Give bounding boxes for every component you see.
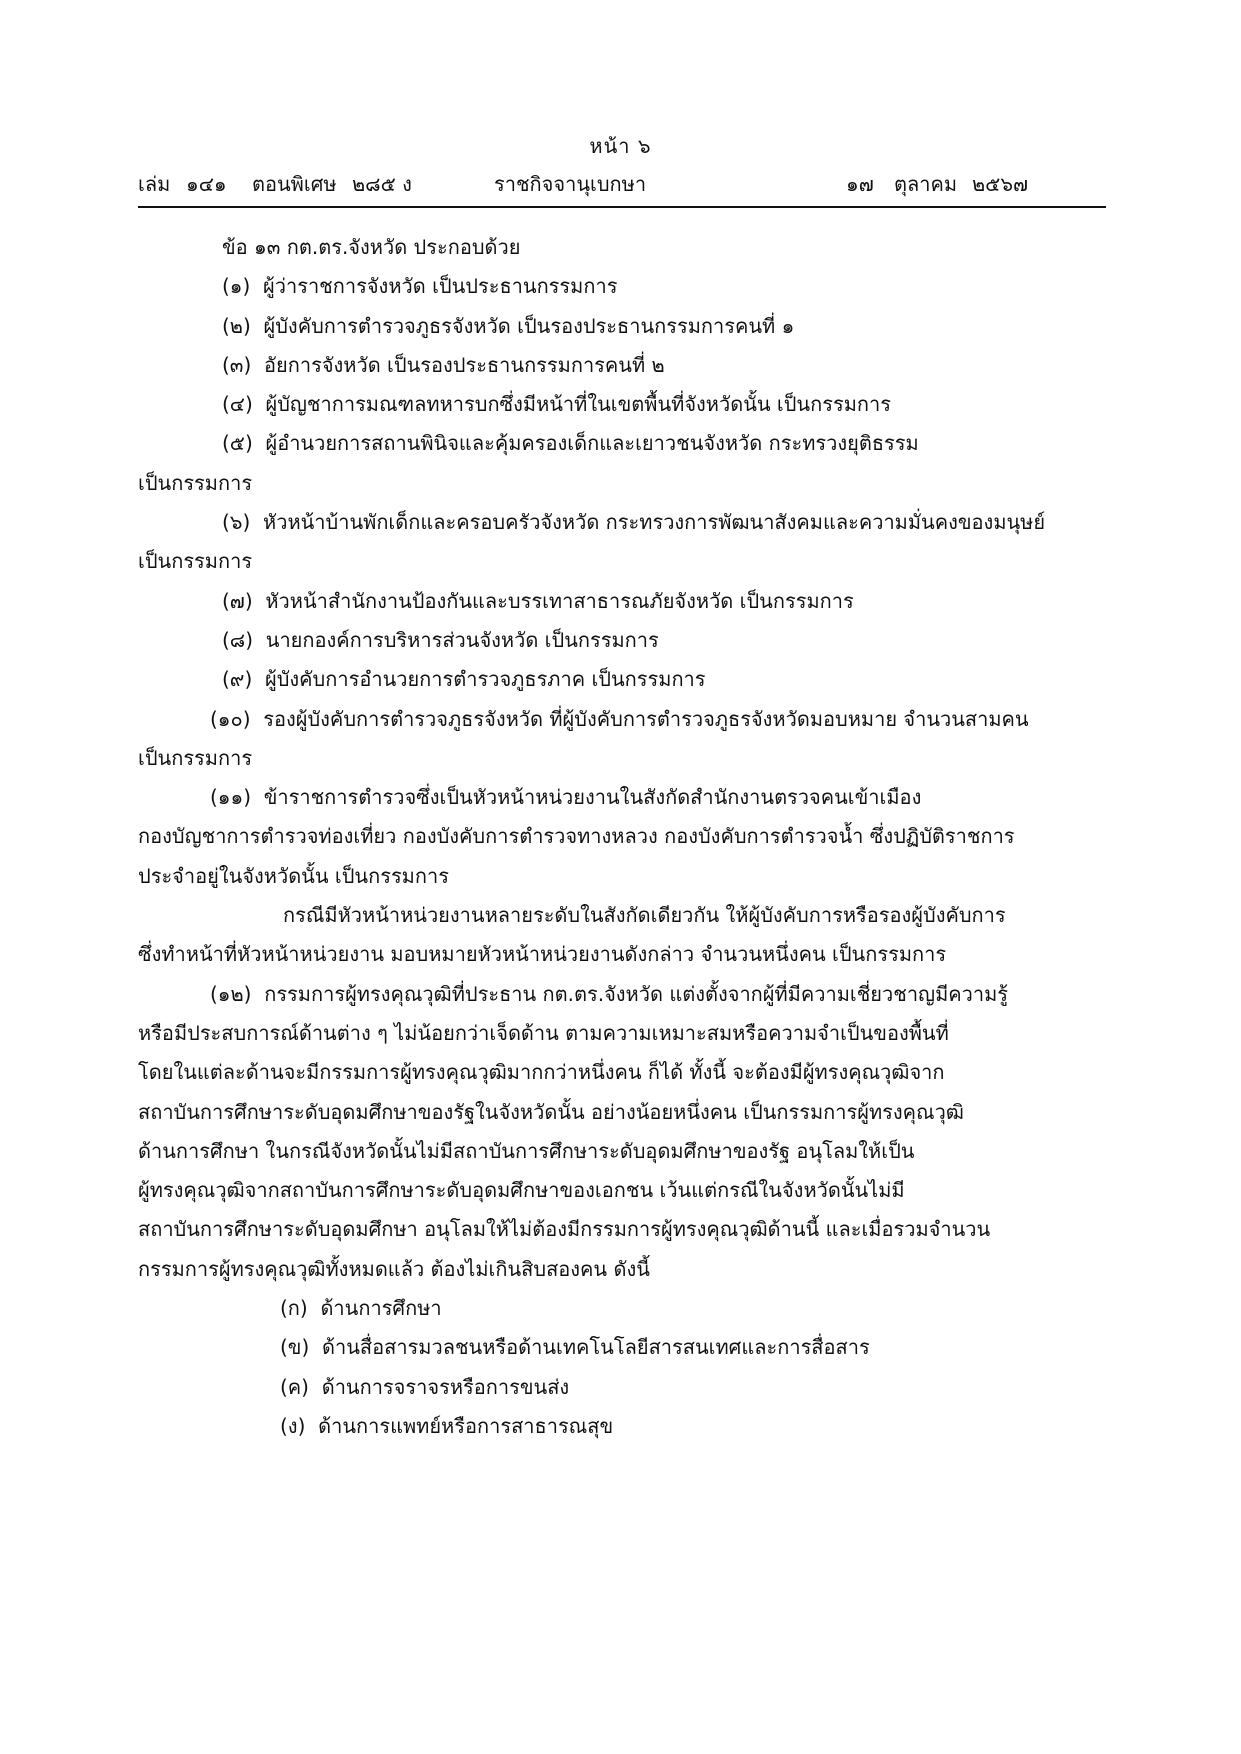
item-7: (๗) หัวหน้าสำนักงานป้องกันและบรรเทาสาธารณภัยจังหวัด เป็นกรรมการ	[222, 588, 854, 613]
date-day: ๑๗	[846, 172, 874, 196]
item-3: (๓) อัยการจังหวัด เป็นรองประธานกรรมการคนที่ ๒	[222, 352, 665, 377]
article-heading: ข้อ ๑๓ กต.ตร.จังหวัด ประกอบด้วย	[222, 235, 521, 259]
item-4: (๔) ผู้บัญชาการมณฑลทหารบกซึ่งมีหน้าที่ในเขตพื้นที่จังหวัดนั้น เป็นกรรมการ	[222, 392, 891, 417]
item-12: (๑๒) กรรมการผู้ทรงคุณวุฒิที่ประธาน กต.ตร.จังหวัด แต่งตั้งจากผู้ที่มีความเชี่ยวชาญมีความรู้	[210, 981, 1009, 1006]
item-11: (๑๑) ข้าราชการตำรวจซึ่งเป็นหัวหน้าหน่วยงานในสังกัดสำนักงานตรวจคนเข้าเมือง	[210, 785, 922, 810]
gazette-name: ราชกิจจานุเบกษา	[494, 172, 647, 196]
date-year: ๒๕๖๗	[972, 172, 1029, 196]
item-11-line-2: กองบัญชาการตำรวจท่องเที่ยว กองบังคับการตำรวจทางหลวง กองบังคับการตำรวจน้ำ ซึ่งปฏิบัติราชการ	[138, 824, 1015, 849]
item-12-line-4: สถาบันการศึกษาระดับอุดมศึกษาของรัฐในจังหวัดนั้น อย่างน้อยหนึ่งคน เป็นกรรมการผู้ทรงคุณวุฒิ	[138, 1099, 964, 1124]
item-1: (๑) ผู้ว่าราชการจังหวัด เป็นประธานกรรมการ	[222, 274, 618, 299]
note-line-1: กรณีมีหัวหน้าหน่วยงานหลายระดับในสังกัดเดียวกัน ให้ผู้บังคับการหรือรองผู้บังคับการ	[283, 903, 1006, 928]
volume-number: ๑๔๑	[186, 172, 227, 196]
item-10: (๑๐) รองผู้บังคับการตำรวจภูธรจังหวัด ที่ผู้บังคับการตำรวจภูธรจังหวัดมอบหมาย จำนวนสามคน	[210, 706, 1029, 731]
item-2: (๒) ผู้บังคับการตำรวจภูธรจังหวัด เป็นรองประธานกรรมการคนที่ ๑	[222, 313, 795, 338]
subitem-ko: (ก) ด้านการศึกษา	[280, 1296, 442, 1321]
item-12-line-8: กรรมการผู้ทรงคุณวุฒิทั้งหมดแล้ว ต้องไม่เกินสิบสองคน ดังนี้	[138, 1256, 650, 1281]
subitem-ngo: (ง) ด้านการแพทย์หรือการสาธารณสุข	[280, 1413, 614, 1438]
subitem-kho-khwai: (ค) ด้านการจราจรหรือการขนส่ง	[280, 1374, 570, 1399]
item-9: (๙) ผู้บังคับการอำนวยการตำรวจภูธรภาค เป็นกรรมการ	[222, 667, 706, 692]
item-6-continuation: เป็นกรรมการ	[138, 549, 253, 574]
item-8: (๘) นายกองค์การบริหารส่วนจังหวัด เป็นกรรมการ	[222, 627, 659, 652]
page-number: หน้า ๖	[589, 134, 652, 158]
subitem-kho: (ข) ด้านสื่อสารมวลชนหรือด้านเทคโนโลยีสารสนเทศและการสื่อสาร	[280, 1335, 870, 1360]
section-number: ๒๘๕ ง	[352, 172, 412, 196]
item-10-continuation: เป็นกรรมการ	[138, 745, 253, 770]
item-12-line-6: ผู้ทรงคุณวุฒิจากสถาบันการศึกษาระดับอุดมศึกษาของเอกชน เว้นแต่กรณีในจังหวัดนั้นไม่มี	[138, 1178, 905, 1203]
document-body	[138, 228, 1106, 1446]
header-rule	[138, 206, 1106, 208]
item-5-continuation: เป็นกรรมการ	[138, 470, 253, 495]
volume-label: เล่ม	[138, 172, 171, 196]
gazette-header	[138, 168, 1106, 200]
item-12-line-5: ด้านการศึกษา ในกรณีจังหวัดนั้นไม่มีสถาบันการศึกษาระดับอุดมศึกษาของรัฐ อนุโลมให้เป็น	[138, 1138, 915, 1163]
item-11-line-3: ประจำอยู่ในจังหวัดนั้น เป็นกรรมการ	[138, 863, 449, 888]
item-6: (๖) หัวหน้าบ้านพักเด็กและครอบครัวจังหวัด กระทรวงการพัฒนาสังคมและความมั่นคงของมนุษย์	[222, 510, 1046, 535]
item-5: (๕) ผู้อำนวยการสถานพินิจและคุ้มครองเด็กและเยาวชนจังหวัด กระทรวงยุติธรรม	[222, 431, 919, 456]
item-12-line-2: หรือมีประสบการณ์ด้านต่าง ๆ ไม่น้อยกว่าเจ็ดด้าน ตามความเหมาะสมหรือความจำเป็นของพื้นที่	[138, 1020, 949, 1045]
section-label: ตอนพิเศษ	[252, 172, 337, 196]
date-month: ตุลาคม	[894, 172, 958, 196]
item-12-line-3: โดยในแต่ละด้านจะมีกรรมการผู้ทรงคุณวุฒิมากกว่าหนึ่งคน ก็ได้ ทั้งนี้ จะต้องมีผู้ทรงคุณวุฒิจาก	[138, 1060, 945, 1085]
item-12-line-7: สถาบันการศึกษาระดับอุดมศึกษา อนุโลมให้ไม่ต้องมีกรรมการผู้ทรงคุณวุฒิด้านนี้ และเมื่อรวมจำนวน	[138, 1217, 991, 1242]
note-line-2: ซึ่งทำหน้าที่หัวหน้าหน่วยงาน มอบหมายหัวหน้าหน่วยงานดังกล่าว จำนวนหนึ่งคน เป็นกรรมการ	[138, 942, 947, 967]
